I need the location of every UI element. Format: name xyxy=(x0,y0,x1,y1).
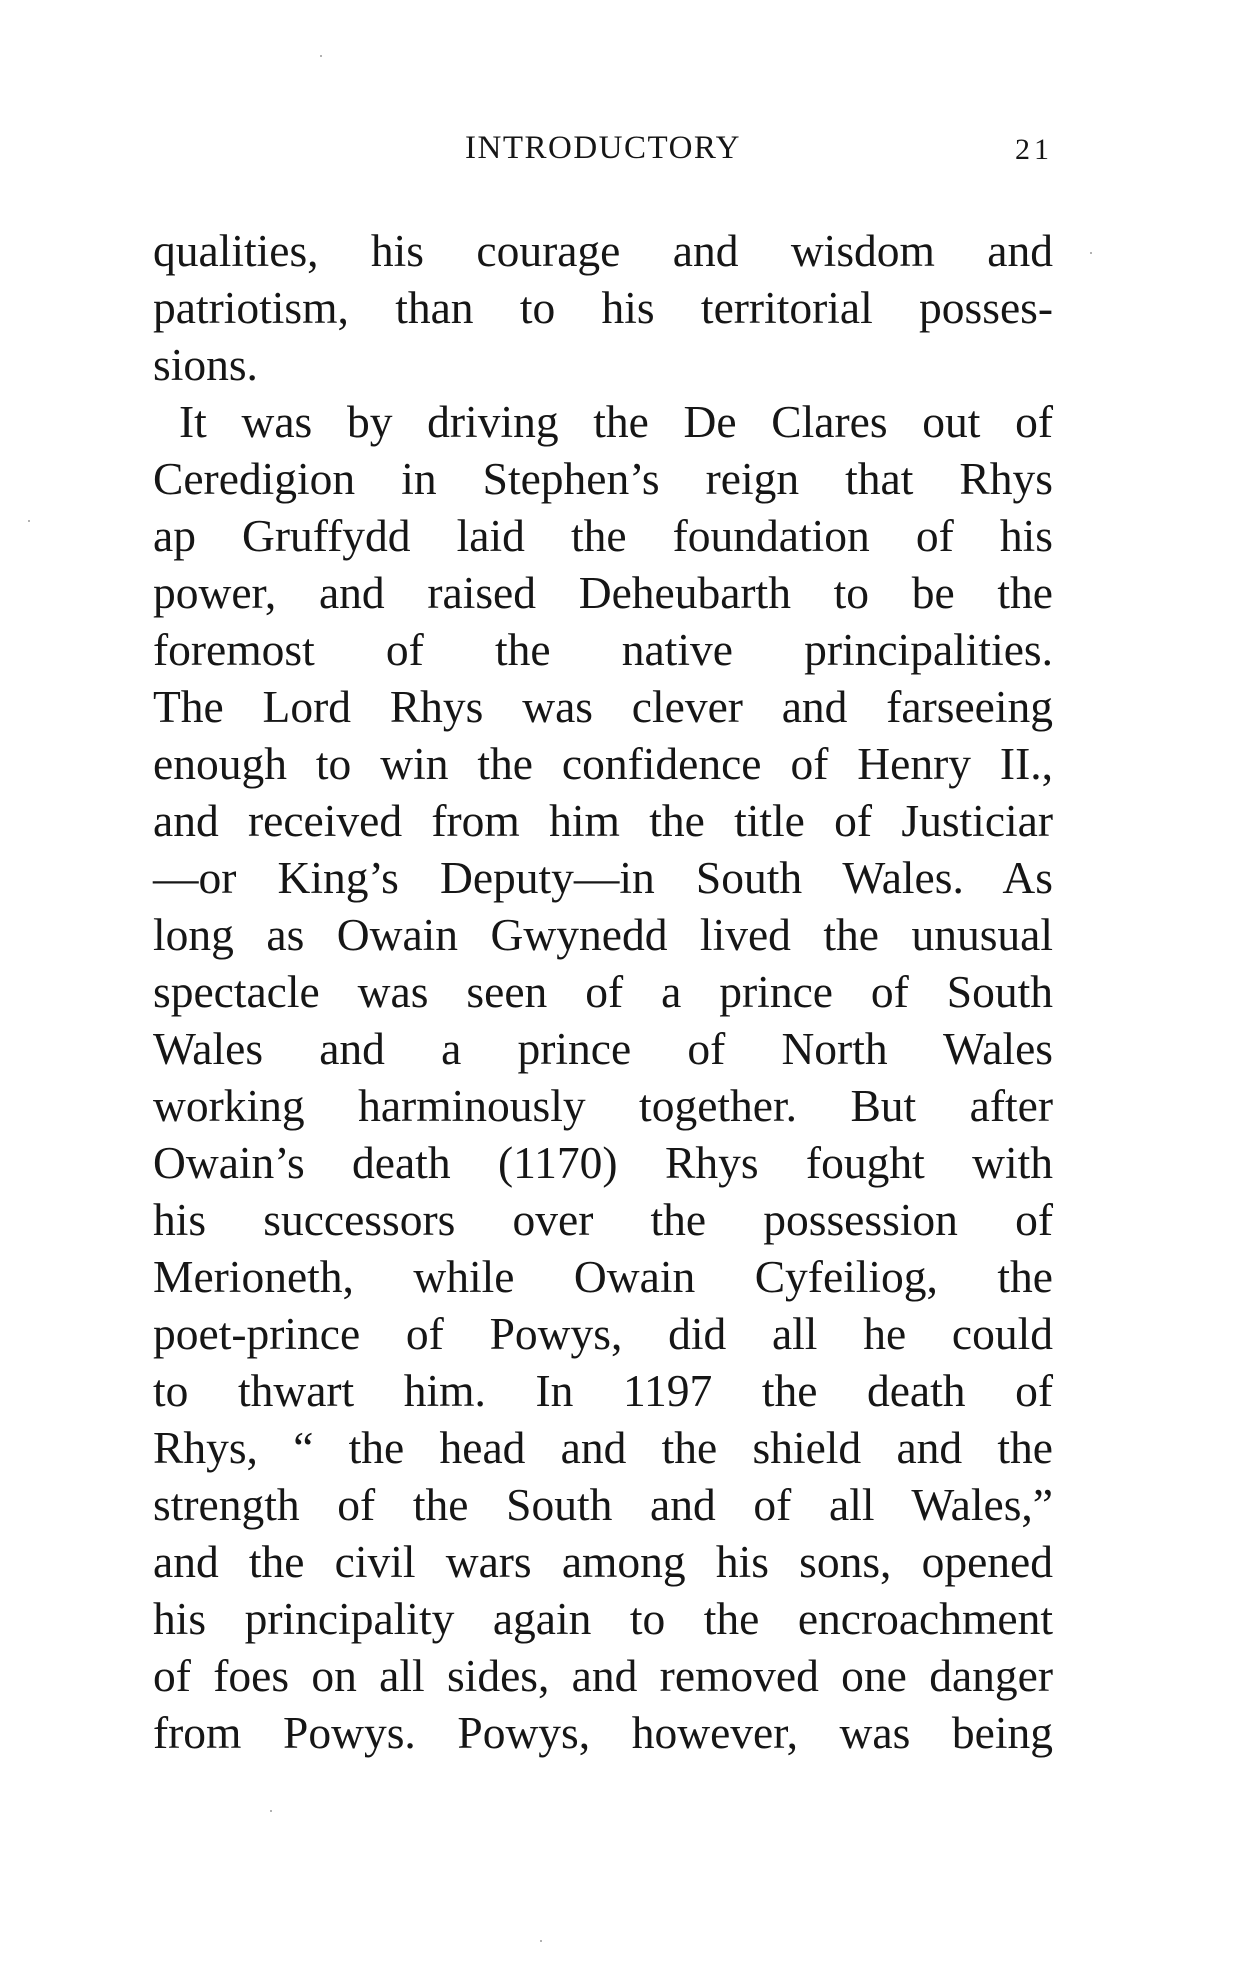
scan-speck xyxy=(540,1940,542,1942)
text-line: patriotism, than to his territorial posses- xyxy=(153,282,1053,333)
page-number: 21 xyxy=(1015,133,1053,166)
body-text xyxy=(153,222,1053,1761)
text-line: his successors over the possession of xyxy=(153,1194,1053,1245)
text-line: power, and raised Deheubarth to be the xyxy=(153,567,1053,618)
scan-speck xyxy=(28,520,30,522)
text-line: strength of the South and of all Wales,” xyxy=(153,1479,1053,1530)
text-line: poet-prince of Powys, did all he could xyxy=(153,1308,1053,1359)
paragraph-first-line: It was by driving the De Clares out of xyxy=(179,396,1053,447)
text-line: foremost of the native principalities. xyxy=(153,624,1053,675)
text-line: his principality again to the encroachment xyxy=(153,1593,1053,1644)
text-line: Owain’s death (1170) Rhys fought with xyxy=(153,1137,1053,1188)
scan-speck xyxy=(320,55,322,57)
text-line: and the civil wars among his sons, opened xyxy=(153,1536,1053,1587)
text-line: of foes on all sides, and removed one danger xyxy=(153,1650,1053,1701)
text-line: sions. xyxy=(153,339,258,390)
text-line: and received from him the title of Justiciar xyxy=(153,795,1053,846)
text-line: Wales and a prince of North Wales xyxy=(153,1023,1053,1074)
text-line: Rhys, “ the head and the shield and the xyxy=(153,1422,1053,1473)
text-line: enough to win the confidence of Henry II., xyxy=(153,738,1053,789)
running-title: INTRODUCTORY xyxy=(465,130,741,166)
text-line: long as Owain Gwynedd lived the unusual xyxy=(153,909,1053,960)
text-line: ap Gruffydd laid the foundation of his xyxy=(153,510,1053,561)
text-line: spectacle was seen of a prince of South xyxy=(153,966,1053,1017)
text-line: to thwart him. In 1197 the death of xyxy=(153,1365,1053,1416)
text-line: qualities, his courage and wisdom and xyxy=(153,225,1053,276)
scan-speck xyxy=(1090,252,1092,254)
running-head xyxy=(153,128,1053,168)
text-line: Ceredigion in Stephen’s reign that Rhys xyxy=(153,453,1053,504)
text-line: Merioneth, while Owain Cyfeiliog, the xyxy=(153,1251,1053,1302)
text-line: —or King’s Deputy—in South Wales. As xyxy=(153,852,1053,903)
scan-speck xyxy=(270,1810,272,1812)
text-line: The Lord Rhys was clever and farseeing xyxy=(153,681,1053,732)
text-line: from Powys. Powys, however, was being xyxy=(153,1707,1053,1758)
text-line: working harminously together. But after xyxy=(153,1080,1053,1131)
